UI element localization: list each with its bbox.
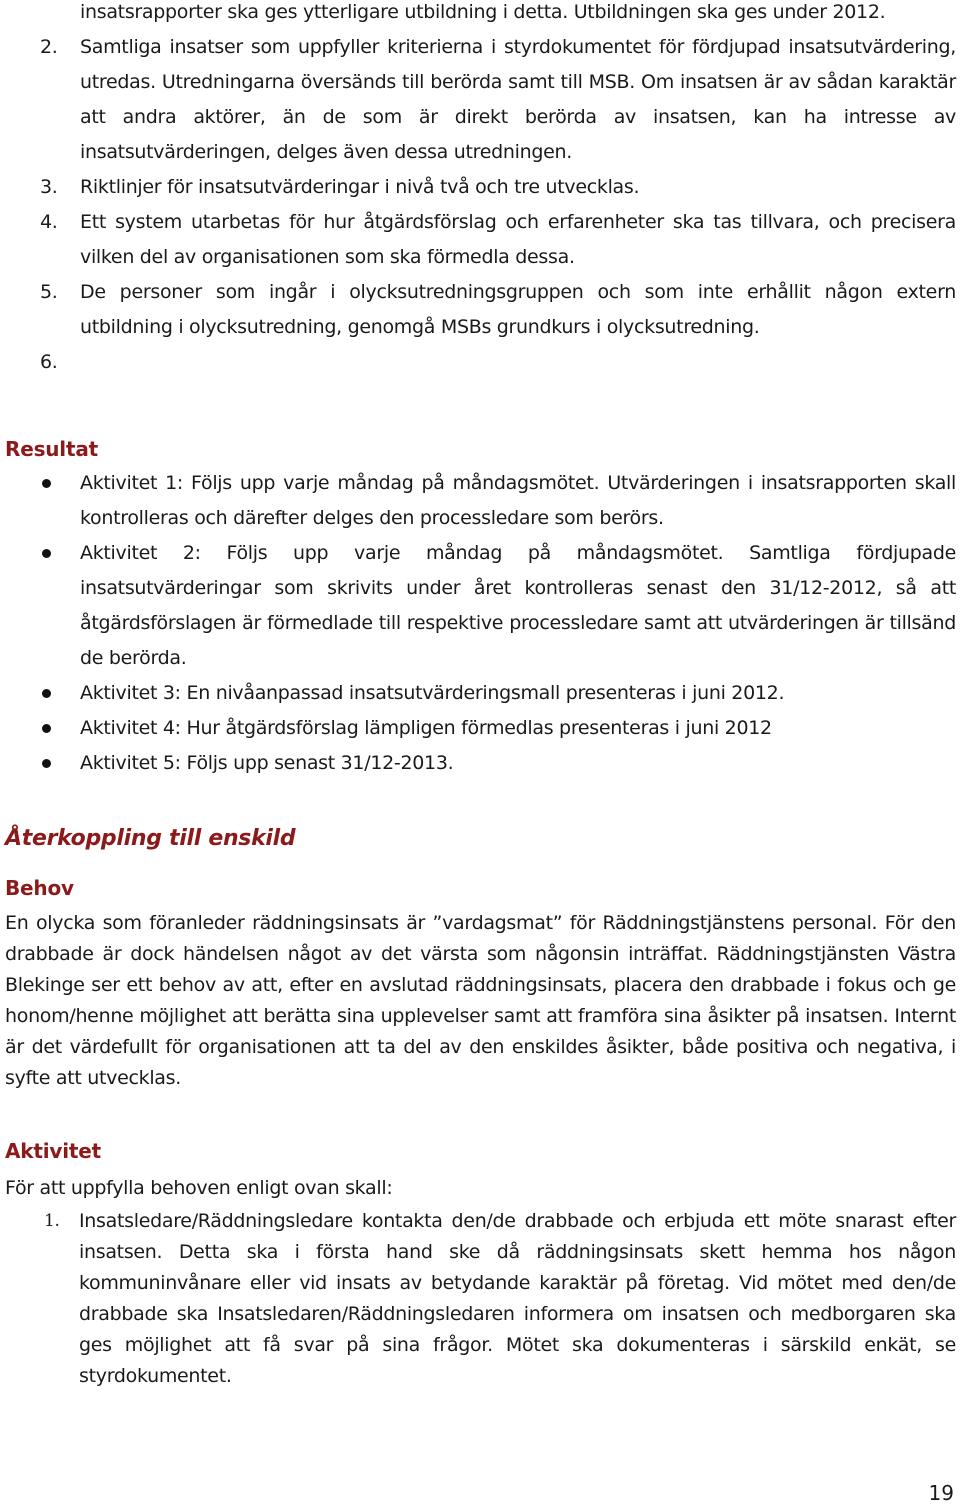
list-item-2 — [0, 30, 960, 170]
bullet-dot — [42, 549, 51, 558]
list-item-5 — [0, 275, 960, 345]
list-item-continuation — [0, 0, 960, 30]
list-item-3 — [0, 170, 960, 205]
bullet-item — [0, 711, 960, 746]
bullet-item — [0, 676, 960, 711]
list-number: 3. — [40, 176, 58, 198]
bullet-list-resultat — [0, 466, 960, 781]
section-title: Återkoppling till enskild — [5, 826, 296, 851]
list-item-text: Ett system utarbetas för hur åtgärdsförslag och erfarenheter ska tas tillvara, och precisera vilken del av organisationen som ska förmedla dessa. — [80, 211, 956, 268]
list-item-text: Samtliga insatser som uppfyller kriterierna i styrdokumentet för fördjupad insatsutvärdering, utredas. Utredningarna översänds till berörda samt till MSB. Om insatsen är av sådan karaktär att andra aktörer, än de som är direkt berörda av insatsen, kan ha intresse av insatsutvärderingen, delges även dessa utredningen. — [80, 36, 956, 163]
bullet-text: Aktivitet 5: Följs upp senast 31/12-2013. — [80, 752, 454, 774]
bullet-text: Aktivitet 4: Hur åtgärdsförslag lämpligen förmedlas presenteras i juni 2012 — [80, 717, 772, 739]
list-item-text: De personer som ingår i olycksutredningsgruppen och som inte erhållit någon extern utbildning i olycksutredning, genomgå MSBs grundkurs i olycksutredning. — [80, 281, 956, 338]
bullet-text: Aktivitet 1: Följs upp varje måndag på måndagsmötet. Utvärderingen i insatsrapporten skall kontrolleras och därefter delges den processledare som berörs. — [80, 472, 956, 529]
bullet-item — [0, 746, 960, 781]
bullet-text: Aktivitet 3: En nivåanpassad insatsutvärderingsmall presenteras i juni 2012. — [80, 682, 785, 704]
heading-aktivitet: Aktivitet — [5, 1139, 101, 1163]
aktivitet-intro: För att uppfylla behoven enligt ovan skall: — [5, 1177, 393, 1199]
bullet-text: Aktivitet 2: Följs upp varje måndag på måndagsmötet. Samtliga fördjupade insatsutvärderingar som skrivits under året kontrolleras senast den 31/12-2012, så att åtgärdsförslagen är förmedlade till respektive processledare samt att utvärderingen är tillsänd de berörda. — [80, 542, 956, 669]
list-item-text: Riktlinjer för insatsutvärderingar i nivå två och tre utvecklas. — [80, 176, 640, 198]
bullet-dot — [42, 479, 51, 488]
list-item-6 — [0, 345, 960, 380]
list-number: 6. — [40, 351, 58, 373]
behov-paragraph: En olycka som föranleder räddningsinsats är ”vardagsmat” för Räddningstjänstens personal. För den drabbade är dock händelsen något av det värsta som någonsin inträffat. Räddningstjänsten Västra Blekinge ser ett behov av att, efter en avslutad räddningsinsats, placera den drabbade i fokus och ge honom/henne möjlighet att berätta sina upplevelser samt att framföra sina åsikter på insatsen. Internt är det värdefullt för organisationen att ta del av den enskildes åsikter, både positiva och negativa, i syfte att utvecklas. — [5, 912, 956, 1089]
list-number: 4. — [40, 211, 58, 233]
heading-resultat: Resultat — [5, 437, 98, 461]
numbered-list-aktivitet — [0, 1206, 960, 1392]
list-number: 2. — [40, 36, 58, 58]
bullet-dot — [42, 759, 51, 768]
bullet-item — [0, 536, 960, 676]
list-number: 5. — [40, 281, 58, 303]
list-item-1 — [0, 1206, 960, 1392]
list-item-4 — [0, 205, 960, 275]
heading-behov: Behov — [5, 876, 74, 900]
numbered-list-top — [0, 0, 960, 380]
bullet-dot — [42, 724, 51, 733]
list-number: 1. — [44, 1211, 60, 1231]
page-number: 19 — [928, 1481, 954, 1505]
behov-paragraph-block — [0, 908, 960, 1094]
list-item-text: insatsrapporter ska ges ytterligare utbildning i detta. Utbildningen ska ges under 2012. — [80, 1, 886, 23]
bullet-item — [0, 466, 960, 536]
aktivitet-intro-block — [0, 1173, 960, 1204]
bullet-dot — [42, 689, 51, 698]
list-item-text: Insatsledare/Räddningsledare kontakta den/de drabbade och erbjuda ett möte snarast efter insatsen. Detta ska i första hand ske då räddningsinsats skett hemma hos någon kommuninvånare eller vid insats av betydande karaktär på företag. Vid mötet med den/de drabbade ska Insatsledaren/Räddningsledaren informera om insatsen och medborgaren ska ges möjlighet att få svar på sina frågor. Mötet ska dokumenteras i särskild enkät, se styrdokumentet. — [79, 1210, 956, 1387]
